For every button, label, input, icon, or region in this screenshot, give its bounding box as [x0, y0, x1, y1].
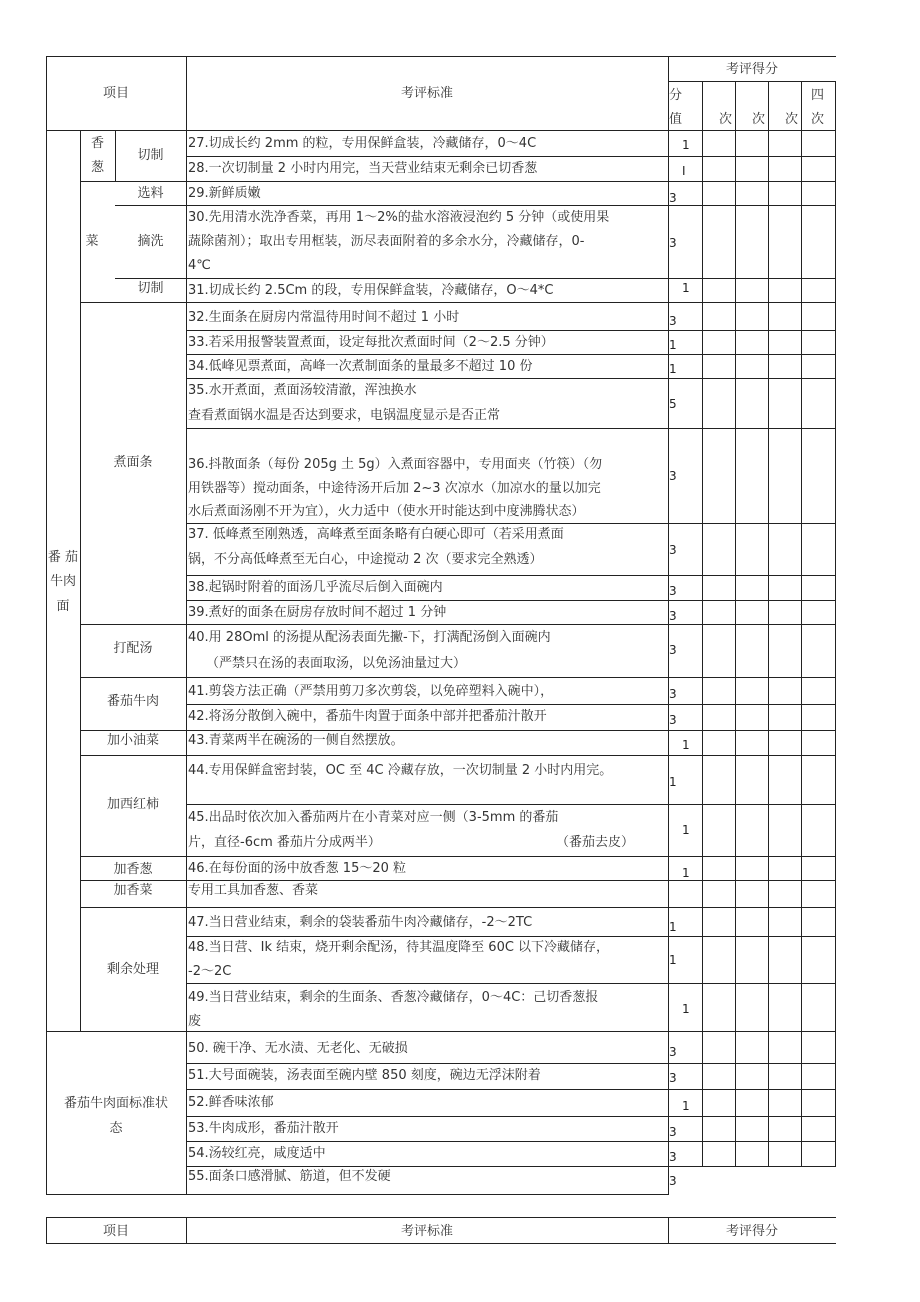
- criterion-48-line-1: 48.当日营、Ik 结束，烧开剩余配汤，待其温度降至 60C 以下冷藏储存，: [188, 940, 610, 955]
- criterion-51: 51.大号面碗装，汤表面至碗内壁 850 刻度，碗边无浮沫附着: [188, 1068, 541, 1083]
- criterion-37-line-1: 37. 低峰煮至刚熟透，高峰煮至面条略有白硬心即可（若采用煮面: [188, 527, 564, 542]
- criterion-40-line-1: 40.用 28Oml 的汤提从配汤表面先撇-下，打满配汤倒入面碗内: [188, 630, 551, 645]
- subitem-fanqieniurou: 番茄牛肉: [106, 694, 159, 709]
- criterion-55: 55.面条口感滑腻、筋道，但不发硬: [188, 1169, 391, 1184]
- criterion-49-line-2: 废: [188, 1014, 202, 1029]
- criterion-36-line-2: 用铁器等）搅动面条，中途待汤开后加 2~3 次凉水（加凉水的量以加完: [188, 481, 601, 496]
- header-times-4a: 四: [811, 88, 825, 103]
- score-50: 3: [669, 1045, 677, 1059]
- criterion-xiangcai: 专用工具加香葱、香菜: [188, 883, 319, 898]
- score-43: 1: [682, 738, 690, 752]
- criterion-30-line-3: 4℃: [188, 258, 211, 273]
- score-40: 3: [669, 643, 677, 657]
- criterion-33: 33.若采用报警装置煮面，设定每批次煮面时间（2～2.5 分钟）: [188, 335, 554, 350]
- subitem-zhaixi: 摘洗: [137, 234, 164, 249]
- score-46: 1: [682, 866, 690, 880]
- criterion-41: 41.剪袋方法正确（严禁用剪刀多次剪袋，以免碎塑料入碗中），: [188, 684, 554, 699]
- subitem-jiaxiangcai: 加香菜: [113, 883, 153, 898]
- criterion-31: 31.切成长约 2.5Cm 的段，专用保鲜盒装，冷藏储存，O～4*C: [188, 283, 554, 298]
- score-38: 3: [669, 584, 677, 598]
- subitem-jiaxiangcong: 加香葱: [113, 862, 153, 877]
- category-xiangcong-1: 香: [90, 136, 104, 151]
- score-44: 1: [669, 775, 677, 789]
- score-49: 1: [682, 1002, 690, 1016]
- criterion-38: 38.起锅时附着的面汤几乎流尽后倒入面碗内: [188, 580, 443, 595]
- criterion-49-line-1: 49.当日营业结束，剩余的生面条、香葱冷藏储存，0～4C：己切香葱报: [188, 990, 599, 1005]
- criterion-40-line-2: （严禁只在汤的表面取汤，以免汤油量过大）: [206, 656, 467, 671]
- criterion-50: 50. 碗干净、无水渍、无老化、无破损: [188, 1041, 408, 1056]
- criterion-30-line-2: 蔬除菌剂）；取出专用框装，沥尽表面附着的多余水分，冷藏储存，0-: [188, 234, 585, 249]
- score-41: 3: [669, 687, 677, 701]
- criterion-44: 44.专用保鲜盒密封装，OC 至 4C 冷藏存放，一次切制量 2 小时内用完。: [188, 763, 613, 778]
- criterion-34: 34.低峰见票煮面，高峰一次煮制面条的量最多不超过 10 份: [188, 359, 533, 374]
- category-cai: 菜: [85, 234, 99, 249]
- score-35: 5: [669, 397, 677, 411]
- score-54: 3: [669, 1150, 677, 1164]
- subitem-xuanliao: 选料: [137, 186, 164, 201]
- score-45: 1: [682, 823, 690, 837]
- subitem-dapeitang: 打配汤: [113, 641, 153, 656]
- score-28: I: [682, 164, 686, 178]
- subitem-zhumiantiao: 煮面条: [113, 455, 153, 470]
- criterion-42: 42.将汤分散倒入碗中，番茄牛肉置于面条中部并把番茄汁散开: [188, 709, 547, 724]
- score-53: 3: [669, 1125, 677, 1139]
- subitem-jiaxihongshi: 加西红柿: [106, 797, 159, 812]
- criterion-35-line-1: 35.水开煮面，煮面汤较清澈，浑浊换水: [188, 383, 417, 398]
- score-36: 3: [669, 469, 677, 483]
- criterion-48-line-2: -2～2C: [188, 964, 232, 979]
- criterion-29: 29.新鲜质嫩: [188, 186, 261, 201]
- score-52: 1: [682, 1099, 690, 1113]
- score-33: 1: [669, 338, 677, 352]
- criterion-37-line-2: 锅，不分高低峰煮至无白心，中途搅动 2 次（要求完全熟透）: [188, 552, 543, 567]
- category-standard-1: 番茄牛肉面标准状: [63, 1096, 168, 1111]
- criterion-36-line-3: 水后煮面汤刚不开为宜），火力适中（使水开时能达到中度沸腾状态）: [188, 504, 585, 519]
- criterion-30-line-1: 30.先用清水洗净香菜，再用 1～2%的盐水溶液浸泡约 5 分钟（或使用果: [188, 210, 610, 225]
- score-27: 1: [682, 138, 690, 152]
- score-31: 1: [682, 281, 690, 295]
- criterion-47: 47.当日营业结束，剩余的袋装番茄牛肉冷藏储存，-2～2TC: [188, 915, 533, 930]
- score-37: 3: [669, 543, 677, 557]
- header-times-2: 次: [752, 112, 766, 127]
- header-score-col-1: 分: [669, 88, 683, 103]
- criterion-45-line-2: 片，直径-6cm 番茄片分成两半）: [188, 835, 381, 850]
- subitem-qiezhi-2: 切制: [137, 281, 164, 296]
- subitem-qiezhi-1: 切制: [137, 148, 164, 163]
- category-fanqie-3: 面: [56, 599, 70, 614]
- footer-item: 项目: [102, 1224, 129, 1239]
- criterion-36-line-1: 36.抖散面条（每份 205g 土 5g）入煮面容器中，专用面夹（竹筷）（勿: [188, 457, 603, 472]
- footer-score-group: 考评得分: [725, 1224, 778, 1239]
- header-score-group: 考评得分: [725, 62, 778, 77]
- criterion-46: 46.在每份面的汤中放香葱 15～20 粒: [188, 861, 407, 876]
- criterion-35-line-2: 查看煮面锅水温是否达到要求，电锅温度显示是否正常: [188, 408, 501, 423]
- score-55: 3: [669, 1174, 677, 1188]
- criterion-27: 27.切成长约 2mm 的粒，专用保鲜盒装，冷藏储存，0～4C: [188, 136, 537, 151]
- header-times-1: 次: [719, 112, 733, 127]
- score-34: 1: [669, 362, 677, 376]
- score-32: 3: [669, 314, 677, 328]
- category-fanqie-2: 牛肉: [49, 574, 76, 589]
- criterion-53: 53.牛肉成形，番茄汁散开: [188, 1121, 339, 1136]
- footer-criteria: 考评标准: [400, 1224, 453, 1239]
- criterion-32: 32.生面条在厨房内常温待用时间不超过 1 小时: [188, 310, 460, 325]
- header-times-4b: 次: [811, 112, 825, 127]
- header-score-col-2: 值: [669, 112, 683, 127]
- subitem-shengyuchuli: 剩余处理: [106, 962, 159, 977]
- score-51: 3: [669, 1071, 677, 1085]
- score-39: 3: [669, 609, 677, 623]
- criterion-54: 54.汤较红亮，咸度适中: [188, 1146, 326, 1161]
- score-29: 3: [669, 191, 677, 205]
- score-48: 1: [669, 953, 677, 967]
- criterion-43: 43.青菜两半在碗汤的一侧自然摆放。: [188, 733, 404, 748]
- category-xiangcong-2: 葱: [90, 160, 104, 175]
- criterion-28: 28.一次切制量 2 小时内用完，当天营业结束无剩余已切香葱: [188, 161, 538, 176]
- score-47: 1: [669, 920, 677, 934]
- criterion-45-line-1: 45.出品时依次加入番茄两片在小青菜对应一侧（3-5mm 的番茄: [188, 810, 559, 825]
- criterion-45-line-3: （番茄去皮）: [556, 835, 635, 850]
- score-42: 3: [669, 713, 677, 727]
- score-30: 3: [669, 236, 677, 250]
- header-criteria: 考评标准: [400, 86, 453, 101]
- header-item: 项目: [102, 86, 129, 101]
- criterion-39: 39.煮好的面条在厨房存放时间不超过 1 分钟: [188, 605, 447, 620]
- category-standard-2: 态: [109, 1121, 123, 1136]
- header-times-3: 次: [785, 112, 799, 127]
- criterion-52: 52.鲜香味浓郁: [188, 1095, 274, 1110]
- category-fanqie-1: 番 茄: [47, 550, 79, 565]
- subitem-jiaxiaoyoucai: 加小油菜: [106, 733, 159, 748]
